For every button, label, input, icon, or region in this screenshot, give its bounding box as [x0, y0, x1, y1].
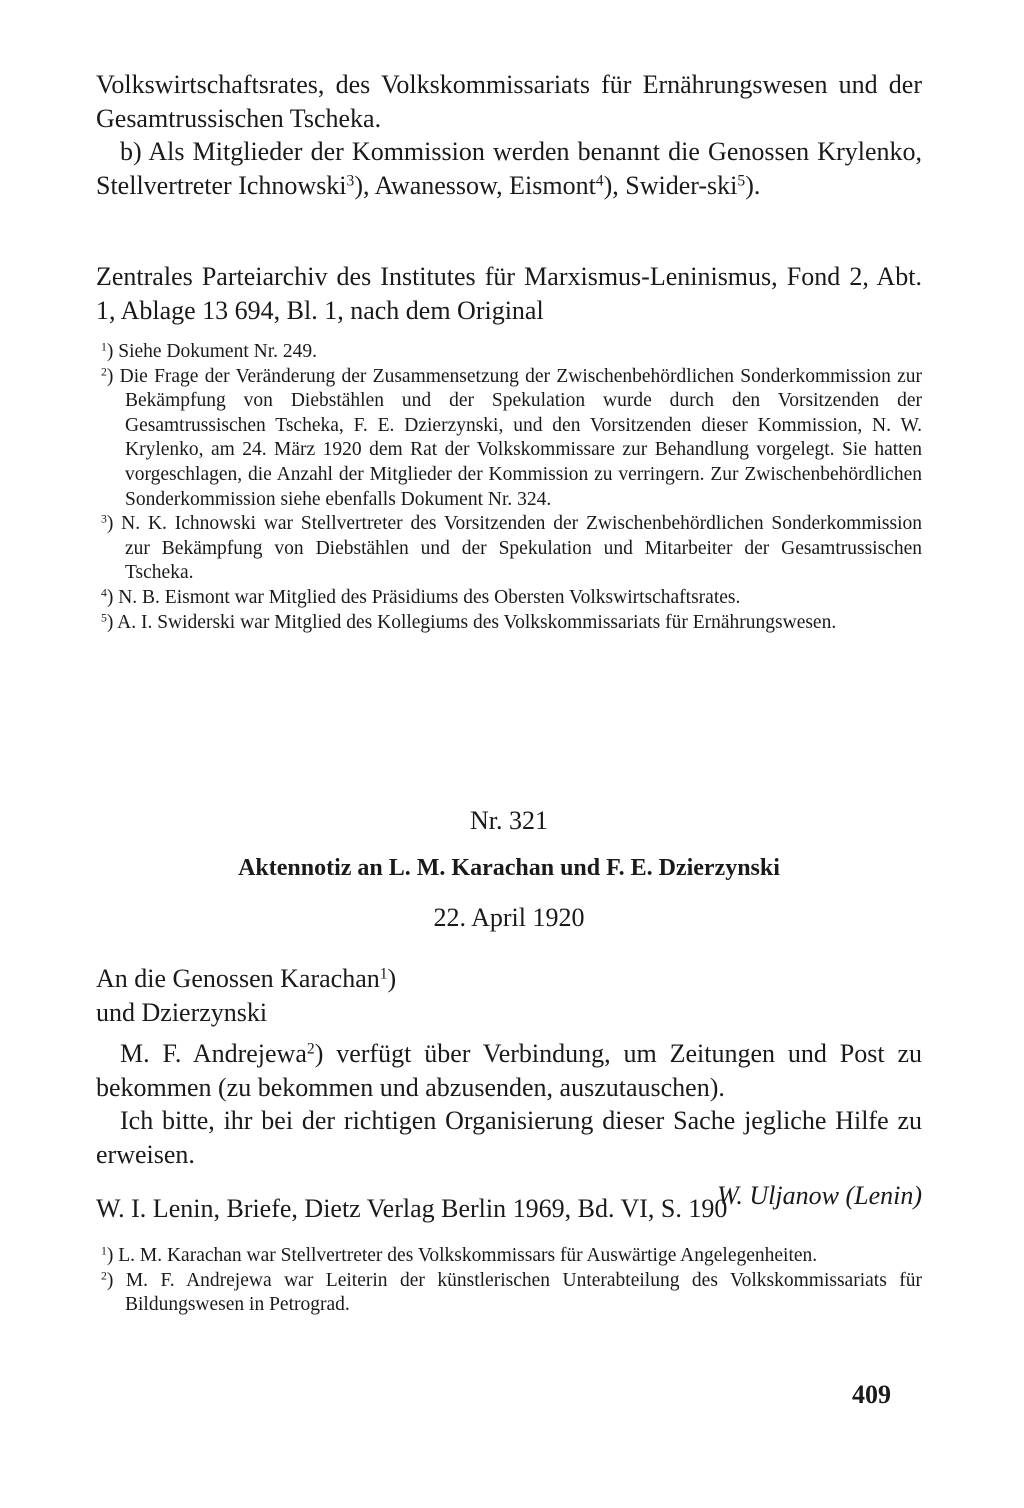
footnote: $^1$) Siehe Dokument Nr. 249.: [101, 340, 317, 362]
footnote-ref: 3: [346, 171, 355, 189]
signature: W. Uljanow (Lenin): [717, 1181, 922, 1210]
footnote: $^3$) N. K. Ichnowski war Stellvertreter des Vorsitzenden der Zwischenbehördlichen Sonderkommission zur Bekämpfung von Diebstählen und der Spekulation und Mitarbeiter der Gesamtrussischen Tscheka.: [101, 512, 922, 584]
paragraph: Ich bitte, ihr bei der richtigen Organisierung dieser Sache jegliche Hilfe zu erweisen.: [96, 1106, 922, 1169]
document-number: Nr. 321: [470, 806, 548, 835]
footnote: $^5$) A. I. Swiderski war Mitglied des Kollegiums des Volkskommissariats für Ernährungswesen.: [101, 611, 837, 633]
footnote: $^1$) L. M. Karachan war Stellvertreter des Volkskommissars für Auswärtige Angelegenheiten.: [101, 1244, 818, 1266]
paragraph-members: b) Als Mitglieder der Kommission werden benannt die Genossen Krylenko, Stellvertreter Ichnowski$^3$), Awanessow, Eismont$^4$), Swider-ski$^5$).: [96, 137, 922, 200]
paragraph: M. F. Andrejewa$^2$) verfügt über Verbindung, um Zeitungen und Post zu bekommen (zu bekommen und abzusenden, auszutauschen).: [96, 1039, 922, 1102]
continued-text: [96, 68, 922, 202]
document-date: 22. April 1920: [433, 903, 585, 932]
footnotes: [96, 1244, 922, 1318]
footnote: $^2$) M. F. Andrejewa war Leiterin der künstlerischen Unterabteilung des Volkskommissariats für Bildungswesen in Petrograd.: [101, 1269, 922, 1316]
source-citation: W. I. Lenin, Briefe, Dietz Verlag Berlin 1969, Bd. VI, S. 190: [96, 1194, 728, 1223]
footnote-ref: 2: [306, 1040, 315, 1058]
document-body: [96, 962, 922, 1213]
footnote-ref: 1: [379, 965, 388, 983]
footnote: $^2$) Die Frage der Veränderung der Zusammensetzung der Zwischenbehördlichen Sonderkommission zur Bekämpfung von Diebstählen und der Spekulation wurde durch den Vorsitzenden der Gesamtrussischen Tscheka, F. E. Dzierzynski, und den Vorsitzenden dieser Kommission, N. W. Krylenko, am 24. März 1920 dem Rat der Volkskommissare zur Behandlung vorgelegt. Sie hatten vorgeschlagen, die Anzahl der Mitglieder der Kommission zu verringern. Zur Zwischenbehördlichen Sonderkommission siehe ebenfalls Dokument Nr. 324.: [101, 365, 922, 510]
footnote-ref: 4: [595, 171, 604, 189]
footnote-ref: 5: [737, 171, 746, 189]
footnotes: [96, 340, 922, 635]
footnote: $^4$) N. B. Eismont war Mitglied des Präsidiums des Obersten Volkswirtschaftsrates.: [101, 586, 741, 608]
document-title: Aktennotiz an L. M. Karachan und F. E. Dzierzynski: [238, 855, 780, 881]
address-line: An die Genossen Karachan$^1$): [96, 964, 397, 993]
source-citation: Zentrales Parteiarchiv des Institutes für Marxismus-Leninismus, Fond 2, Abt. 1, Ablage 13 694, Bl. 1, nach dem Original: [96, 262, 922, 325]
paragraph: Volkswirtschaftsrates, des Volkskommissariats für Ernährungswesen und der Gesamtrussischen Tscheka.: [96, 70, 922, 133]
page-number: 409: [852, 1380, 891, 1409]
address-line: und Dzierzynski: [96, 997, 268, 1027]
